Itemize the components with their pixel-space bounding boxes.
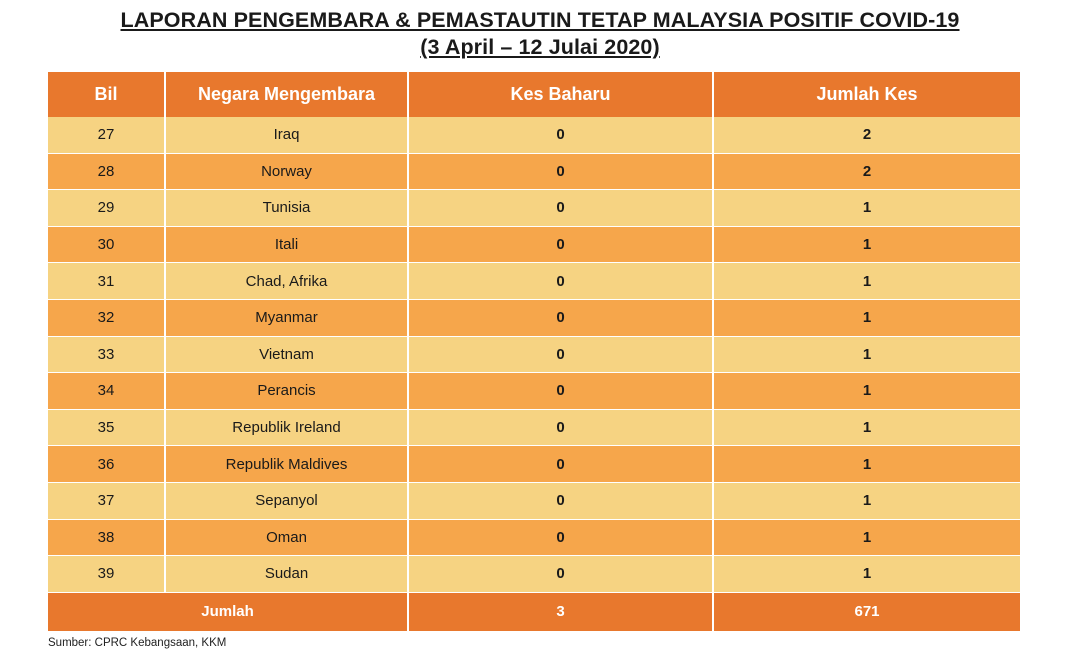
total-kes-baharu: 3 [408, 592, 713, 631]
table-row [48, 409, 1020, 446]
cell-negara: Sepanyol [165, 482, 408, 519]
cell-bil: 31 [48, 263, 165, 300]
cell-jumlah-kes: 2 [713, 153, 1020, 190]
cell-jumlah-kes: 1 [713, 482, 1020, 519]
cell-negara: Perancis [165, 373, 408, 410]
title-line-1: LAPORAN PENGEMBARA & PEMASTAUTIN TETAP MALAYSIA POSITIF COVID-19 [120, 8, 960, 32]
table-body [48, 117, 1020, 592]
table-row [48, 117, 1020, 153]
cell-kes-baharu: 0 [408, 373, 713, 410]
cell-bil: 39 [48, 556, 165, 593]
total-label: Jumlah [48, 592, 408, 631]
total-jumlah-kes: 671 [713, 592, 1020, 631]
cell-bil: 28 [48, 153, 165, 190]
cell-kes-baharu: 0 [408, 446, 713, 483]
cell-kes-baharu: 0 [408, 117, 713, 153]
cell-kes-baharu: 0 [408, 409, 713, 446]
table-row [48, 519, 1020, 556]
cell-kes-baharu: 0 [408, 190, 713, 227]
table-row [48, 373, 1020, 410]
cell-bil: 36 [48, 446, 165, 483]
cell-negara: Chad, Afrika [165, 263, 408, 300]
report-table-container [48, 72, 1020, 631]
table-row [48, 153, 1020, 190]
cell-jumlah-kes: 1 [713, 190, 1020, 227]
column-header-bil: Bil [48, 72, 165, 117]
cell-jumlah-kes: 1 [713, 263, 1020, 300]
table-row [48, 299, 1020, 336]
column-header-kes-baharu: Kes Baharu [408, 72, 713, 117]
cell-kes-baharu: 0 [408, 299, 713, 336]
cell-bil: 32 [48, 299, 165, 336]
table-row [48, 226, 1020, 263]
table-total-row [48, 592, 1020, 631]
cell-negara: Republik Maldives [165, 446, 408, 483]
page-title [0, 0, 1080, 61]
cell-jumlah-kes: 1 [713, 519, 1020, 556]
cell-negara: Itali [165, 226, 408, 263]
title-line-2: (3 April – 12 Julai 2020) [420, 35, 660, 59]
table-row [48, 556, 1020, 593]
table-row [48, 336, 1020, 373]
report-table [48, 72, 1020, 631]
cell-negara: Republik Ireland [165, 409, 408, 446]
cell-negara: Vietnam [165, 336, 408, 373]
cell-bil: 37 [48, 482, 165, 519]
cell-bil: 29 [48, 190, 165, 227]
cell-jumlah-kes: 1 [713, 336, 1020, 373]
cell-jumlah-kes: 1 [713, 446, 1020, 483]
table-row [48, 263, 1020, 300]
cell-jumlah-kes: 1 [713, 299, 1020, 336]
cell-jumlah-kes: 1 [713, 226, 1020, 263]
cell-bil: 38 [48, 519, 165, 556]
cell-kes-baharu: 0 [408, 336, 713, 373]
table-row [48, 446, 1020, 483]
source-note: Sumber: CPRC Kebangsaan, KKM [48, 636, 227, 649]
column-header-negara: Negara Mengembara [165, 72, 408, 117]
table-header-row [48, 72, 1020, 117]
cell-kes-baharu: 0 [408, 226, 713, 263]
cell-bil: 30 [48, 226, 165, 263]
cell-negara: Tunisia [165, 190, 408, 227]
column-header-jumlah-kes: Jumlah Kes [713, 72, 1020, 117]
cell-kes-baharu: 0 [408, 482, 713, 519]
cell-negara: Sudan [165, 556, 408, 593]
cell-negara: Iraq [165, 117, 408, 153]
cell-bil: 34 [48, 373, 165, 410]
table-row [48, 482, 1020, 519]
cell-bil: 35 [48, 409, 165, 446]
table-header [48, 72, 1020, 117]
table-row [48, 190, 1020, 227]
cell-negara: Myanmar [165, 299, 408, 336]
cell-jumlah-kes: 1 [713, 409, 1020, 446]
cell-kes-baharu: 0 [408, 519, 713, 556]
cell-bil: 27 [48, 117, 165, 153]
cell-negara: Oman [165, 519, 408, 556]
cell-negara: Norway [165, 153, 408, 190]
cell-bil: 33 [48, 336, 165, 373]
cell-jumlah-kes: 1 [713, 556, 1020, 593]
cell-kes-baharu: 0 [408, 263, 713, 300]
cell-jumlah-kes: 1 [713, 373, 1020, 410]
cell-kes-baharu: 0 [408, 556, 713, 593]
table-footer [48, 592, 1020, 631]
cell-jumlah-kes: 2 [713, 117, 1020, 153]
cell-kes-baharu: 0 [408, 153, 713, 190]
